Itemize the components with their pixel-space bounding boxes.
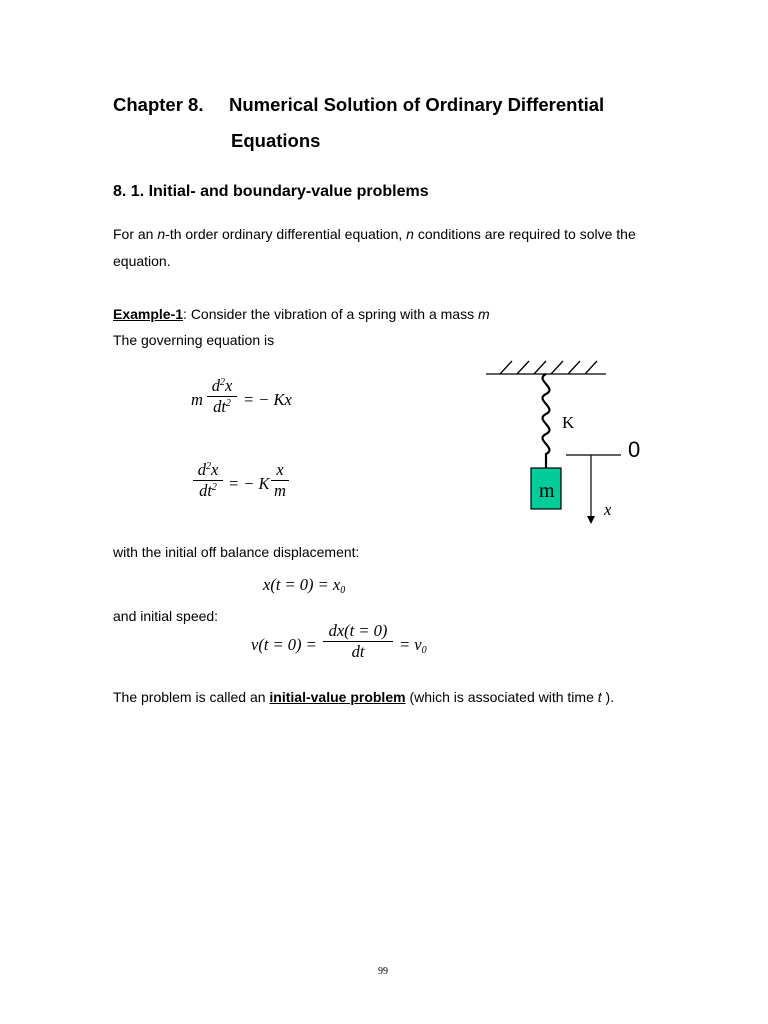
zero-position-label: 0 <box>628 437 641 462</box>
axis-x-label: x <box>604 500 612 519</box>
eq1-numerator: $d^2x$ <box>211 376 233 395</box>
problem-text: (which is associated with time <box>405 689 598 705</box>
intro-line1 <box>113 226 636 242</box>
spring-constant-label: K <box>562 413 575 432</box>
eq1-fraction <box>207 376 237 417</box>
eq2-denominator: $dt^2$ <box>199 481 217 500</box>
chapter-title-line1: Numerical Solution of Ordinary Differential <box>229 94 605 115</box>
ic-displacement-eq: $x(t = 0) = x_0$ <box>263 575 346 596</box>
mass-label: m <box>539 480 555 502</box>
intro-text: For an <box>113 226 158 242</box>
section-title: 8. 1. Initial- and boundary-value problems <box>113 183 429 200</box>
intro-line2: equation. <box>113 253 171 269</box>
intro-text: conditions are required to solve the <box>413 226 636 242</box>
example-mass-var: m <box>477 306 490 322</box>
ceiling-support <box>486 361 606 374</box>
example-text: : Consider the vibration of a spring with a mass <box>183 306 478 322</box>
eq2-fraction <box>193 460 223 501</box>
problem-statement <box>113 689 614 705</box>
example-label: Example-1 <box>113 306 184 322</box>
example-line <box>113 306 490 322</box>
problem-text: ). <box>601 689 615 705</box>
eq1-coefficient: m <box>191 390 203 409</box>
spring-coil <box>543 374 550 468</box>
chapter-title-line2: Equations <box>231 130 321 151</box>
problem-text: The problem is called an <box>113 689 270 705</box>
governing-text: The governing equation is <box>113 332 275 348</box>
eq2-mid: = − K <box>228 474 270 493</box>
intro-var-n: n <box>157 226 166 242</box>
problem-term: initial-value problem <box>269 689 406 705</box>
eq2-numerator: $d^2x$ <box>197 460 219 479</box>
axis-arrow-head <box>587 516 595 524</box>
eq2-m-denominator: m <box>274 481 286 500</box>
ic-speed-fraction <box>323 621 393 662</box>
page-number: 99 <box>378 966 388 977</box>
ic-speed-lhs: v(t = 0) = <box>251 635 317 654</box>
displacement-text: with the initial off balance displacement: <box>113 544 360 560</box>
ic-speed-numerator: dx(t = 0) <box>328 621 388 640</box>
chapter-number: Chapter 8. <box>113 94 204 115</box>
eq2-x-numerator: x <box>276 460 284 479</box>
eq1-denominator: $dt^2$ <box>213 397 231 416</box>
intro-text: -th order ordinary differential equation, <box>165 226 407 242</box>
speed-text: and initial speed: <box>113 608 219 624</box>
ic-speed-denominator: dt <box>351 642 365 661</box>
eq1-rhs: = − Kx <box>243 390 292 409</box>
ic-speed-rhs: = $v_0$ <box>399 635 427 656</box>
intro-var-n: n <box>406 226 414 242</box>
reference-axis <box>566 455 621 518</box>
spring-mass-diagram <box>470 350 650 530</box>
problem-var-t: t <box>597 689 602 705</box>
eq2-x-over-m <box>271 460 289 501</box>
